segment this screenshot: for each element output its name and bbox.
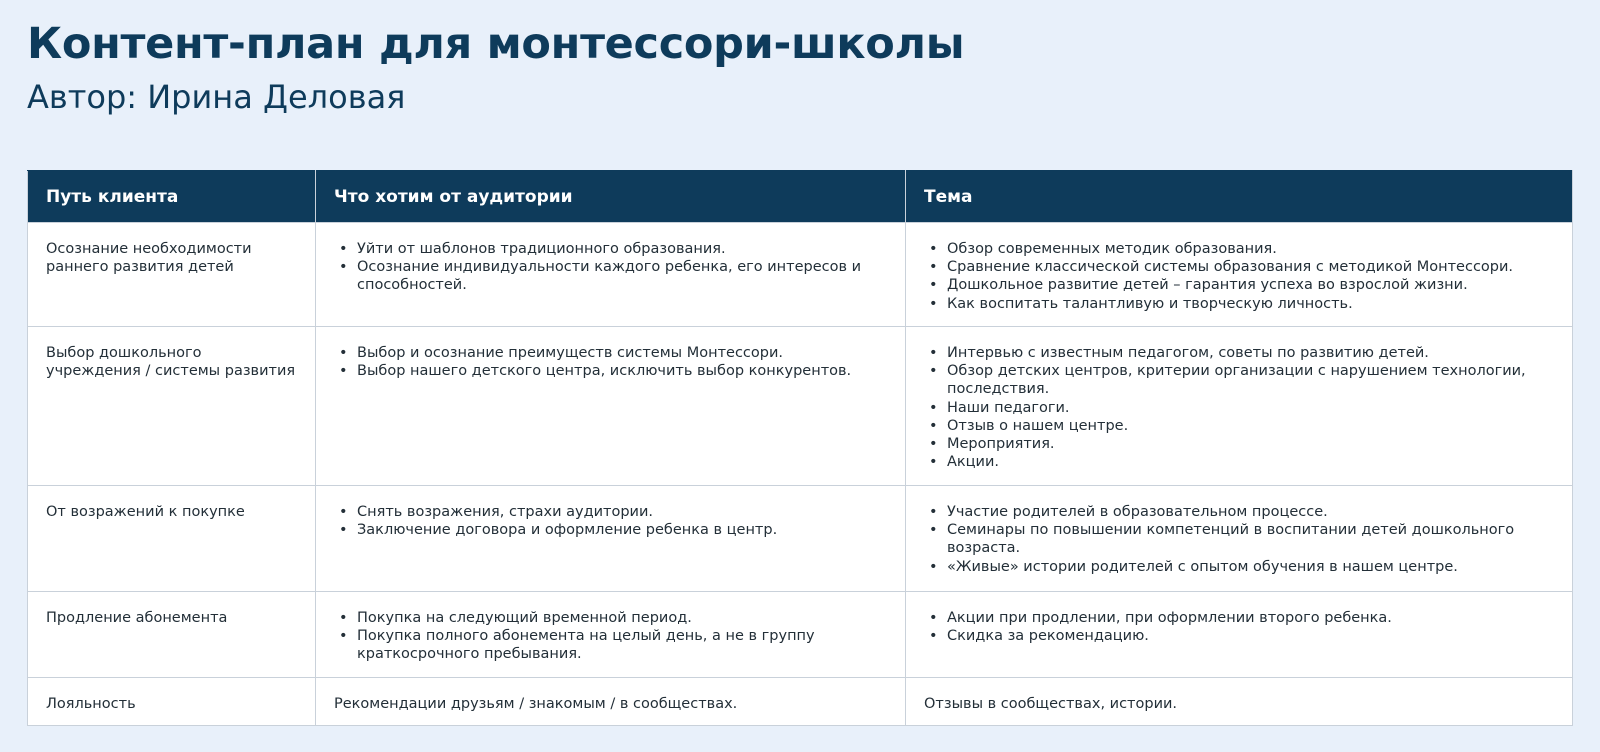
list-item: • Скидка за рекомендацию.	[924, 627, 1554, 645]
page-title: Контент-план для монтессори-школы	[27, 19, 965, 69]
list-item: • Выбор нашего детского центра, исключить выбор конкурентов.	[334, 362, 887, 380]
list-item: • Мероприятия.	[924, 435, 1554, 453]
column-header-audience-goals: Что хотим от аудитории	[316, 171, 906, 223]
list-item: • Интервью с известным педагогом, советы по развитию детей.	[924, 344, 1554, 362]
table-header-row	[28, 171, 1573, 223]
list-item: • Акции при продлении, при оформлении второго ребенка.	[924, 609, 1554, 627]
list-item: • Сравнение классической системы образования с методикой Монтессори.	[924, 258, 1554, 276]
goals-cell: Рекомендации друзьям / знакомым / в сообществах.	[316, 678, 906, 726]
stage-cell: Лояльность	[28, 678, 316, 726]
goals-cell	[316, 486, 906, 592]
list-item: • Уйти от шаблонов традиционного образования.	[334, 240, 887, 258]
list-item: • Участие родителей в образовательном процессе.	[924, 503, 1554, 521]
goals-list	[334, 503, 887, 539]
topics-cell	[906, 486, 1573, 592]
table-row	[28, 327, 1573, 486]
list-item: • Обзор современных методик образования.	[924, 240, 1554, 258]
list-item: • Обзор детских центров, критерии организации с нарушением технологии, последствия.	[924, 362, 1554, 398]
table-row	[28, 678, 1573, 726]
table-row	[28, 223, 1573, 327]
goals-cell	[316, 327, 906, 486]
list-item: • Снять возражения, страхи аудитории.	[334, 503, 887, 521]
list-item: • Осознание индивидуальности каждого ребенка, его интересов и способностей.	[334, 258, 887, 294]
topics-cell	[906, 327, 1573, 486]
stage-cell: Продление абонемента	[28, 592, 316, 678]
list-item: • Акции.	[924, 453, 1554, 471]
list-item: • «Живые» истории родителей с опытом обучения в нашем центре.	[924, 558, 1554, 576]
list-item: • Отзыв о нашем центре.	[924, 417, 1554, 435]
stage-cell: Осознание необходимости раннего развития детей	[28, 223, 316, 327]
goals-list	[334, 344, 887, 380]
list-item: • Дошкольное развитие детей – гарантия успеха во взрослой жизни.	[924, 276, 1554, 294]
list-item: • Как воспитать талантливую и творческую личность.	[924, 295, 1554, 313]
list-item: • Наши педагоги.	[924, 399, 1554, 417]
goals-list	[334, 609, 887, 664]
author-line: Автор: Ирина Деловая	[27, 78, 406, 116]
list-item: • Покупка полного абонемента на целый день, а не в группу краткосрочного пребывания.	[334, 627, 887, 663]
list-item: • Покупка на следующий временной период.	[334, 609, 887, 627]
goals-list	[334, 240, 887, 295]
stage-cell: Выбор дошкольного учреждения / системы развития	[28, 327, 316, 486]
topics-cell	[906, 592, 1573, 678]
content-plan-table	[27, 170, 1573, 726]
column-header-customer-journey: Путь клиента	[28, 171, 316, 223]
list-item: • Семинары по повышении компетенций в воспитании детей дошкольного возраста.	[924, 521, 1554, 557]
topics-cell	[906, 223, 1573, 327]
table-row	[28, 592, 1573, 678]
list-item: • Заключение договора и оформление ребенка в центр.	[334, 521, 887, 539]
table-row	[28, 486, 1573, 592]
topics-cell: Отзывы в сообществах, истории.	[906, 678, 1573, 726]
topics-list	[924, 240, 1554, 313]
topics-list	[924, 344, 1554, 471]
topics-list	[924, 503, 1554, 576]
column-header-topic: Тема	[906, 171, 1573, 223]
list-item: • Выбор и осознание преимуществ системы Монтессори.	[334, 344, 887, 362]
goals-cell	[316, 592, 906, 678]
topics-list	[924, 609, 1554, 645]
page-header	[27, 18, 1573, 118]
goals-cell	[316, 223, 906, 327]
stage-cell: От возражений к покупке	[28, 486, 316, 592]
